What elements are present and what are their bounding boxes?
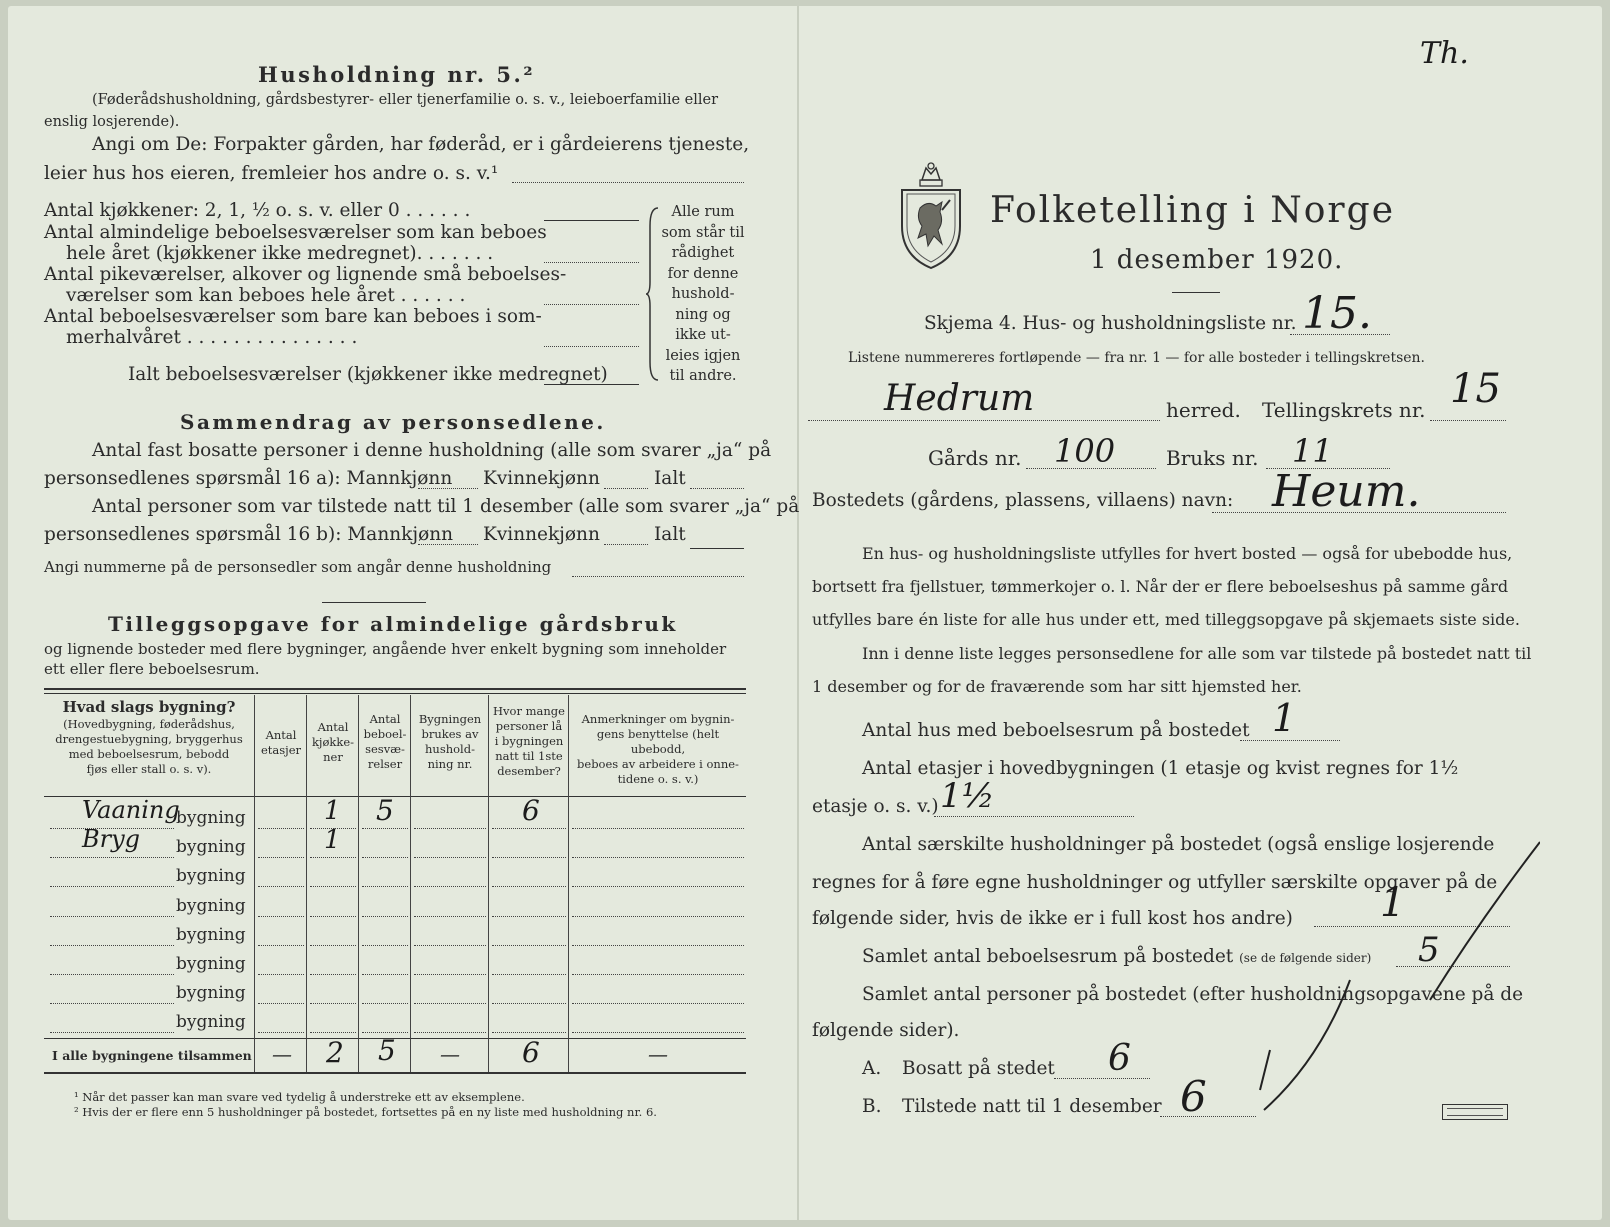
q-rum-text: Samlet antal beboelsesrum på bostedet — [862, 946, 1234, 967]
kvinnekjonn-a-line — [604, 488, 648, 489]
bracket-note-line: Alle rum — [671, 204, 735, 220]
row-cell-line — [310, 916, 356, 917]
bracket-note-line: til andre. — [669, 368, 737, 384]
mannkjonn-b-line — [418, 544, 478, 545]
row-type-line — [50, 1003, 174, 1004]
row-cell-line — [362, 828, 408, 829]
b-text: Tilstede natt til 1 desember — [902, 1096, 1162, 1117]
bracket-note — [660, 202, 746, 387]
gards-number: 100 — [1054, 432, 1116, 470]
tillegg-title: Tilleggsopgave for almindelige gårdsbruk — [108, 612, 678, 636]
q-hush-1: Antal særskilte husholdninger på bostedet (også enslige losjerende — [862, 834, 1495, 855]
b-label: B. — [862, 1096, 882, 1117]
sammendrag-line-2: personsedlenes spørsmål 16 a): Mannkjønn — [44, 468, 453, 489]
row-cell-line — [414, 857, 486, 858]
total-anmerkninger: — — [648, 1042, 668, 1066]
row-cell-line — [414, 945, 486, 946]
row-cell-line — [258, 828, 304, 829]
col-divider-4 — [410, 695, 411, 1072]
total-personer: 6 — [522, 1036, 540, 1069]
header-etasjer: Antal etasjer — [260, 728, 302, 757]
footnote-1: ¹ Når det passer kan man svare ved tydelig å understreke ett av eksemplene. — [74, 1090, 525, 1104]
row-type-line — [50, 974, 174, 975]
bracket-note-line: leies igjen — [665, 347, 741, 364]
a-answer: 6 — [1108, 1038, 1131, 1079]
row-cell-line — [492, 1032, 566, 1033]
row-cell-line — [492, 857, 566, 858]
header-personer: Hvor mange personer lå i bygningen natt til 1ste desember? — [493, 704, 565, 778]
herred-label: herred. — [1166, 398, 1241, 422]
q-hus: Antal hus med beboelsesrum på bostedet — [862, 720, 1250, 741]
row-building-type: Bryg — [82, 825, 141, 854]
row-cell-line — [492, 828, 566, 829]
alm-answer-line — [544, 262, 639, 263]
q-pers-2: følgende sider). — [812, 1020, 960, 1041]
row-cell-line — [310, 1003, 356, 1004]
q-hush-2: regnes for å føre egne husholdninger og utfyller særskilte opgaver på de — [812, 872, 1498, 893]
kvinnekjonn-b-label: Kvinnekjønn — [483, 524, 600, 545]
row-cell-line — [572, 828, 744, 829]
row-kjokkener: 1 — [324, 825, 341, 856]
bracket-note-line: som står til — [661, 224, 745, 241]
row-cell-line — [572, 1032, 744, 1033]
row-type-line — [50, 945, 174, 946]
row-cell-line — [258, 1032, 304, 1033]
b-answer: 6 — [1180, 1072, 1207, 1121]
q-hush-3: følgende sider, hvis de ikke er i full kost hos andre) — [812, 908, 1293, 929]
page-fold — [797, 6, 799, 1220]
total-etasjer: — — [272, 1042, 292, 1066]
sammendrag-line-1: Antal fast bosatte personer i denne husholdning (alle som svarer „ja“ på — [92, 440, 772, 461]
ialt-answer-line — [544, 384, 639, 385]
census-date: 1 desember 1920. — [1090, 245, 1344, 275]
ialt-b-line — [690, 548, 744, 549]
table-bottom-rule — [44, 1072, 746, 1074]
col-divider-5 — [488, 695, 489, 1072]
row-bygning-label: bygning — [176, 983, 246, 1004]
row-cell-line — [492, 1003, 566, 1004]
angi-line-1: Angi om De: Forpakter gården, har føderåd, er i gårdeierens tjeneste, — [92, 134, 750, 155]
header-bygning: Hvad slags bygning? (Hovedbygning, føderådshus, drengestuebygning, bryggerhus med beboelsesrum, bebodd fjøs eller stall o. s. v). — [55, 698, 243, 776]
row-cell-line — [492, 974, 566, 975]
col-divider-6 — [568, 695, 569, 1072]
kjokkener-answer-line — [544, 220, 639, 221]
row-cell-line — [572, 945, 744, 946]
bracket-note-line: ning og — [675, 306, 731, 323]
info-line-2: bortsett fra fjellstuer, tømmerkojer o. l. Når der er flere beboelseshus på samme gård — [812, 577, 1509, 596]
household-subtitle-2: enslig losjerende). — [44, 114, 180, 130]
sammendrag-title: Sammendrag av personsedlene. — [180, 410, 606, 434]
q-pike-2: værelser som kan beboes hele året . . . . . . — [66, 285, 466, 306]
row-cell-line — [492, 945, 566, 946]
header-kjokkener: Antal kjøkke- ner — [311, 720, 355, 764]
row-cell-line — [258, 1003, 304, 1004]
row-cell-line — [258, 857, 304, 858]
tellingskrets-label: Tellingskrets nr. — [1262, 398, 1426, 422]
household-subtitle-1: (Føderådshusholdning, gårdsbestyrer- eller tjenerfamilie o. s. v., leieboerfamilie eller — [92, 92, 719, 108]
row-bygning-label: bygning — [176, 808, 246, 828]
col-divider-3 — [358, 695, 359, 1072]
bruks-number: 11 — [1292, 432, 1333, 470]
q-hus-line — [1240, 740, 1340, 741]
bosted-name: Heum. — [1272, 466, 1421, 517]
row-cell-line — [362, 916, 408, 917]
row-type-line — [50, 916, 174, 917]
row-cell-line — [258, 916, 304, 917]
table-top-rule — [44, 688, 746, 690]
q-hus-answer: 1 — [1272, 696, 1297, 740]
ialt-a-label: Ialt — [654, 468, 686, 489]
row-bygning-label: bygning — [176, 1012, 246, 1033]
herred-line — [808, 420, 1160, 421]
row-type-line — [50, 886, 174, 887]
kvinnekjonn-a-label: Kvinnekjønn — [483, 468, 600, 489]
col-divider-2 — [306, 695, 307, 1072]
listene-note: Listene nummereres fortløpende — fra nr. 1 — for alle bosteder i tellingskretsen. — [848, 350, 1426, 366]
row-cell-line — [362, 886, 408, 887]
info-line-5: 1 desember og for de fraværende som har sitt hjemsted her. — [812, 677, 1302, 696]
total-vaerelser: 5 — [378, 1034, 396, 1067]
info-line-4: Inn i denne liste legges personsedlene for alle som var tilstede på bostedet natt til — [862, 644, 1532, 663]
header-beboelsesvaerelser: Antal beboel- sesvæ- relser — [363, 712, 407, 771]
census-title: Folketelling i Norge — [990, 190, 1395, 231]
skjema-label: Skjema 4. Hus- og husholdningsliste nr. — [924, 313, 1297, 334]
header-anmerkninger: Anmerkninger om bygnin- gens benyttelse (helt ubebodd, beboes av arbeidere i onne- tidene o. s. v.) — [577, 712, 739, 786]
a-text: Bosatt på stedet — [902, 1058, 1055, 1079]
row-cell-line — [414, 916, 486, 917]
row-cell-line — [414, 1032, 486, 1033]
row-cell-line — [414, 974, 486, 975]
ialt-b-label: Ialt — [654, 524, 686, 545]
total-husholdning: — — [440, 1042, 460, 1066]
angi-nummerne: Angi nummerne på de personsedler som angår denne husholdning — [44, 558, 552, 576]
q-alm-2: hele året (kjøkkener ikke medregnet). . . . . . . — [66, 243, 494, 264]
info-line-1: En hus- og husholdningsliste utfylles for hvert bosted — også for ubebodde hus, — [862, 544, 1513, 563]
som-answer-line — [544, 346, 639, 347]
row-building-type: Vaaning — [82, 796, 180, 824]
row-cell-line — [362, 974, 408, 975]
angi-answer-line — [512, 182, 744, 183]
row-cell-line — [572, 916, 744, 917]
q-rum-small: (se de følgende sider) — [1239, 951, 1372, 965]
bracket-note-line: ikke ut- — [675, 327, 731, 343]
pike-answer-line — [544, 304, 639, 305]
row-bygning-label: bygning — [176, 837, 246, 858]
tillegg-line-1: og lignende bosteder med flere bygninger, angående hver enkelt bygning som inneholder — [44, 640, 727, 658]
skjema-number: 15. — [1302, 288, 1372, 339]
bosted-line — [1212, 512, 1506, 513]
row-personer: 6 — [522, 794, 540, 827]
row-cell-line — [492, 916, 566, 917]
row-cell-line — [258, 886, 304, 887]
tellingskrets-line — [1430, 420, 1506, 421]
q-etasjer-2: etasje o. s. v.) — [812, 796, 939, 817]
row-cell-line — [414, 1003, 486, 1004]
tellingskrets-number: 15 — [1450, 366, 1501, 412]
row-type-line — [50, 1032, 174, 1033]
row-cell-line — [572, 886, 744, 887]
total-label: I alle bygningene tilsammen — [52, 1048, 252, 1063]
row-kjokkener: 1 — [324, 796, 341, 826]
bracket-note-line: rådighet — [671, 245, 735, 261]
q-pike-1: Antal pikeværelser, alkover og lignende små beboelses- — [44, 264, 567, 285]
row-cell-line — [310, 1032, 356, 1033]
bracket-note-line: for denne — [667, 265, 739, 282]
row-bygning-label: bygning — [176, 895, 246, 916]
row-cell-line — [414, 886, 486, 887]
row-cell-line — [414, 828, 486, 829]
check-strokes-icon — [1240, 840, 1540, 1120]
row-cell-line — [572, 857, 744, 858]
q-pers-1: Samlet antal personer på bostedet (efter husholdningsopgavene på de — [862, 984, 1524, 1005]
row-cell-line — [310, 974, 356, 975]
table-top-rule-2 — [44, 693, 746, 694]
row-bygning-label: bygning — [176, 954, 246, 974]
sammendrag-line-4: personsedlenes spørsmål 16 b): Mannkjønn — [44, 524, 454, 545]
row-cell-line — [572, 974, 744, 975]
row-cell-line — [362, 1003, 408, 1004]
row-cell-line — [362, 945, 408, 946]
q-etasjer-line — [934, 816, 1134, 817]
corner-initials: Th. — [1420, 36, 1469, 71]
kvinnekjonn-b-line — [604, 544, 648, 545]
angi-line-2: leier hus hos eieren, fremleier hos andre o. s. v.¹ — [44, 163, 499, 184]
gards-label: Gårds nr. — [928, 446, 1022, 470]
tillegg-line-2: ett eller flere beboelsesrum. — [44, 660, 260, 678]
herred-name: Hedrum — [884, 378, 1035, 419]
q-ialt: Ialt beboelsesværelser (kjøkkener ikke medregnet) — [128, 364, 608, 385]
row-cell-line — [258, 974, 304, 975]
q-etasjer-answer: 1½ — [940, 776, 995, 816]
ialt-a-line — [690, 488, 744, 489]
sammendrag-line-3: Antal personer som var tilstede natt til 1 desember (alle som svarer „ja“ på — [92, 496, 800, 517]
printer-stamp — [1442, 1104, 1508, 1120]
row-cell-line — [362, 857, 408, 858]
skjema-number-line — [1290, 334, 1390, 335]
gards-line — [1026, 468, 1156, 469]
header-husholdning-nr: Bygningen brukes av hushold- ning nr. — [418, 712, 482, 771]
row-cell-line — [310, 945, 356, 946]
row-cell-line — [310, 857, 356, 858]
row-cell-line — [310, 886, 356, 887]
bruks-label: Bruks nr. — [1166, 446, 1259, 470]
bracket-note-line: hushold- — [671, 286, 735, 302]
section-divider — [322, 602, 426, 603]
q-alm-1: Antal almindelige beboelsesværelser som kan beboes — [44, 222, 547, 243]
row-cell-line — [492, 886, 566, 887]
q-rum-answer: 5 — [1418, 930, 1440, 970]
mannkjonn-a-line — [418, 488, 478, 489]
total-kjokkener: 2 — [326, 1036, 344, 1069]
q-kjokkener: Antal kjøkkener: 2, 1, ½ o. s. v. eller 0 . . . . . . — [44, 200, 471, 221]
q-som-2: merhalvåret . . . . . . . . . . . . . . . — [66, 327, 358, 348]
row-cell-line — [572, 1003, 744, 1004]
coat-of-arms-icon — [896, 160, 966, 272]
q-som-1: Antal beboelsesværelser som bare kan beboes i som- — [44, 306, 542, 327]
a-label: A. — [862, 1058, 882, 1079]
bosted-label: Bostedets (gårdens, plassens, villaens) navn: — [812, 490, 1234, 511]
row-bygning-label: bygning — [176, 866, 246, 887]
q-etasjer-1: Antal etasjer i hovedbygningen (1 etasje og kvist regnes for 1½ — [862, 758, 1459, 779]
household-title: Husholdning nr. 5.² — [258, 62, 536, 87]
title-divider — [1172, 292, 1220, 293]
brace-icon — [646, 206, 660, 382]
row-cell-line — [258, 945, 304, 946]
row-bygning-label: bygning — [176, 924, 246, 945]
footnote-2: ² Hvis der er flere enn 5 husholdninger på bostedet, fortsettes på en ny liste med husholdning nr. 6. — [74, 1105, 657, 1119]
nummerne-answer-line — [572, 576, 744, 577]
row-type-line — [50, 857, 174, 858]
q-hush-answer: 1 — [1380, 880, 1406, 926]
col-divider-1 — [254, 695, 255, 1072]
row-vaerelser: 5 — [376, 794, 394, 827]
a-line — [1054, 1078, 1150, 1079]
info-line-3: utfylles bare én liste for alle hus under ett, med tilleggsopgave på skjemaets siste side. — [812, 610, 1520, 629]
